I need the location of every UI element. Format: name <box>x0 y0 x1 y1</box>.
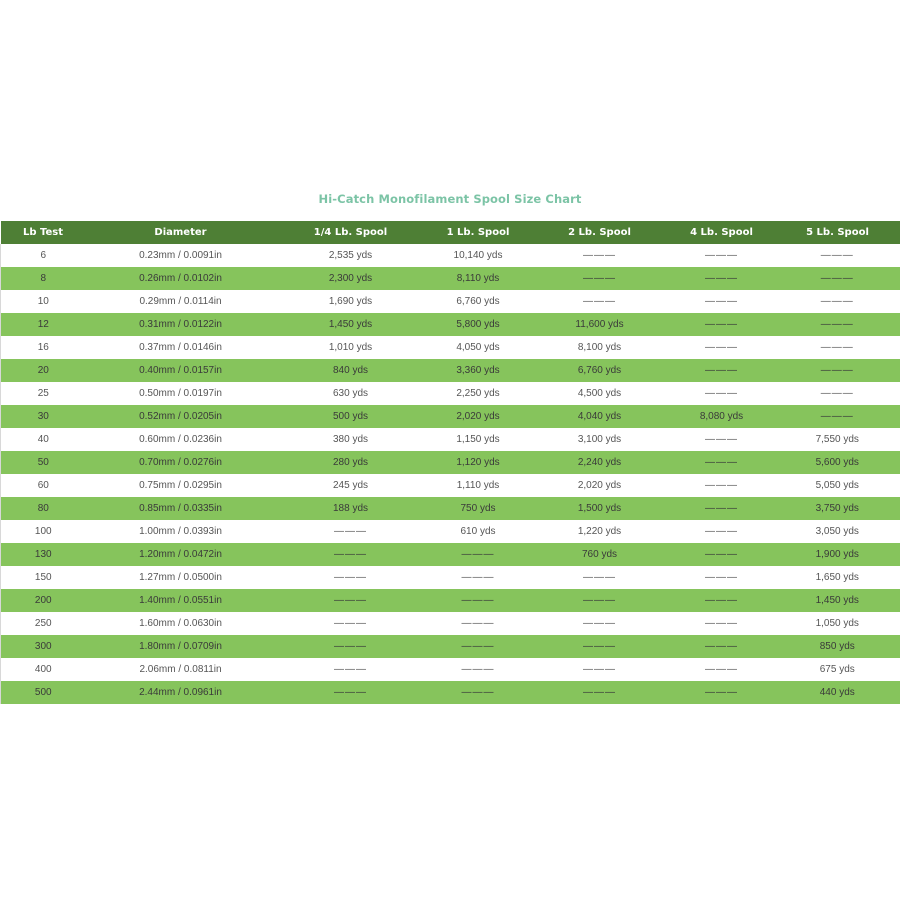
cell-2-lb-spool: ——— <box>531 658 669 681</box>
cell-2-lb-spool: 3,100 yds <box>531 428 669 451</box>
table-row <box>1 428 900 451</box>
cell-5-lb-spool: ——— <box>775 336 900 359</box>
cell-lb-test: 6 <box>1 244 86 267</box>
cell-quarter-lb-spool: 188 yds <box>276 497 426 520</box>
cell-lb-test: 400 <box>1 658 86 681</box>
cell-2-lb-spool: 2,240 yds <box>531 451 669 474</box>
cell-quarter-lb-spool: ——— <box>276 520 426 543</box>
cell-5-lb-spool: 1,900 yds <box>775 543 900 566</box>
cell-1-lb-spool: ——— <box>426 635 531 658</box>
cell-4-lb-spool: ——— <box>669 382 775 405</box>
cell-5-lb-spool: ——— <box>775 313 900 336</box>
table-row <box>1 681 900 704</box>
cell-2-lb-spool: ——— <box>531 290 669 313</box>
cell-2-lb-spool: ——— <box>531 635 669 658</box>
column-header-5-lb-spool: 5 Lb. Spool <box>775 221 900 244</box>
table-row <box>1 589 900 612</box>
cell-lb-test: 100 <box>1 520 86 543</box>
column-header-lb-test: Lb Test <box>1 221 86 244</box>
cell-lb-test: 300 <box>1 635 86 658</box>
cell-diameter: 2.44mm / 0.0961in <box>86 681 276 704</box>
cell-lb-test: 30 <box>1 405 86 428</box>
cell-1-lb-spool: ——— <box>426 681 531 704</box>
column-header-1-lb-spool: 1 Lb. Spool <box>426 221 531 244</box>
cell-2-lb-spool: ——— <box>531 566 669 589</box>
cell-5-lb-spool: 675 yds <box>775 658 900 681</box>
cell-4-lb-spool: ——— <box>669 359 775 382</box>
cell-quarter-lb-spool: ——— <box>276 612 426 635</box>
cell-quarter-lb-spool: 1,010 yds <box>276 336 426 359</box>
cell-4-lb-spool: ——— <box>669 543 775 566</box>
cell-1-lb-spool: 1,110 yds <box>426 474 531 497</box>
cell-diameter: 1.27mm / 0.0500in <box>86 566 276 589</box>
cell-4-lb-spool: ——— <box>669 336 775 359</box>
cell-quarter-lb-spool: ——— <box>276 589 426 612</box>
table-row <box>1 359 900 382</box>
cell-quarter-lb-spool: ——— <box>276 658 426 681</box>
cell-quarter-lb-spool: 2,535 yds <box>276 244 426 267</box>
cell-1-lb-spool: 4,050 yds <box>426 336 531 359</box>
cell-lb-test: 60 <box>1 474 86 497</box>
cell-5-lb-spool: 1,050 yds <box>775 612 900 635</box>
table-row <box>1 382 900 405</box>
cell-1-lb-spool: 10,140 yds <box>426 244 531 267</box>
cell-5-lb-spool: 1,450 yds <box>775 589 900 612</box>
cell-4-lb-spool: ——— <box>669 681 775 704</box>
cell-diameter: 0.26mm / 0.0102in <box>86 267 276 290</box>
cell-quarter-lb-spool: 500 yds <box>276 405 426 428</box>
cell-1-lb-spool: 5,800 yds <box>426 313 531 336</box>
cell-quarter-lb-spool: 380 yds <box>276 428 426 451</box>
table-row <box>1 474 900 497</box>
cell-2-lb-spool: 2,020 yds <box>531 474 669 497</box>
cell-4-lb-spool: ——— <box>669 244 775 267</box>
cell-lb-test: 16 <box>1 336 86 359</box>
table-header <box>1 221 900 244</box>
cell-5-lb-spool: ——— <box>775 244 900 267</box>
table-row <box>1 336 900 359</box>
cell-4-lb-spool: ——— <box>669 520 775 543</box>
cell-4-lb-spool: ——— <box>669 290 775 313</box>
cell-lb-test: 80 <box>1 497 86 520</box>
cell-diameter: 0.60mm / 0.0236in <box>86 428 276 451</box>
spool-size-table <box>0 221 900 704</box>
cell-5-lb-spool: 3,050 yds <box>775 520 900 543</box>
cell-1-lb-spool: 1,150 yds <box>426 428 531 451</box>
cell-quarter-lb-spool: 1,690 yds <box>276 290 426 313</box>
cell-5-lb-spool: ——— <box>775 359 900 382</box>
cell-diameter: 0.75mm / 0.0295in <box>86 474 276 497</box>
cell-2-lb-spool: 11,600 yds <box>531 313 669 336</box>
cell-lb-test: 50 <box>1 451 86 474</box>
cell-lb-test: 10 <box>1 290 86 313</box>
table-row <box>1 290 900 313</box>
header-row <box>1 221 900 244</box>
cell-1-lb-spool: ——— <box>426 612 531 635</box>
cell-quarter-lb-spool: ——— <box>276 566 426 589</box>
cell-2-lb-spool: 4,040 yds <box>531 405 669 428</box>
cell-5-lb-spool: 3,750 yds <box>775 497 900 520</box>
cell-quarter-lb-spool: 280 yds <box>276 451 426 474</box>
cell-5-lb-spool: 440 yds <box>775 681 900 704</box>
cell-1-lb-spool: 6,760 yds <box>426 290 531 313</box>
table-body <box>1 244 900 704</box>
cell-quarter-lb-spool: ——— <box>276 635 426 658</box>
cell-diameter: 0.37mm / 0.0146in <box>86 336 276 359</box>
cell-lb-test: 8 <box>1 267 86 290</box>
cell-2-lb-spool: ——— <box>531 589 669 612</box>
cell-1-lb-spool: 610 yds <box>426 520 531 543</box>
cell-4-lb-spool: ——— <box>669 658 775 681</box>
table-row <box>1 635 900 658</box>
cell-5-lb-spool: 1,650 yds <box>775 566 900 589</box>
cell-1-lb-spool: ——— <box>426 566 531 589</box>
cell-diameter: 0.23mm / 0.0091in <box>86 244 276 267</box>
table-row <box>1 405 900 428</box>
column-header-4-lb-spool: 4 Lb. Spool <box>669 221 775 244</box>
cell-quarter-lb-spool: 245 yds <box>276 474 426 497</box>
cell-2-lb-spool: ——— <box>531 267 669 290</box>
cell-1-lb-spool: ——— <box>426 543 531 566</box>
cell-lb-test: 25 <box>1 382 86 405</box>
cell-4-lb-spool: ——— <box>669 313 775 336</box>
cell-4-lb-spool: 8,080 yds <box>669 405 775 428</box>
cell-4-lb-spool: ——— <box>669 267 775 290</box>
cell-2-lb-spool: 1,220 yds <box>531 520 669 543</box>
table-row <box>1 244 900 267</box>
cell-diameter: 0.52mm / 0.0205in <box>86 405 276 428</box>
cell-lb-test: 500 <box>1 681 86 704</box>
cell-diameter: 0.50mm / 0.0197in <box>86 382 276 405</box>
cell-5-lb-spool: 5,050 yds <box>775 474 900 497</box>
cell-5-lb-spool: ——— <box>775 290 900 313</box>
cell-1-lb-spool: 2,020 yds <box>426 405 531 428</box>
cell-2-lb-spool: ——— <box>531 612 669 635</box>
cell-1-lb-spool: ——— <box>426 658 531 681</box>
cell-lb-test: 40 <box>1 428 86 451</box>
cell-quarter-lb-spool: 2,300 yds <box>276 267 426 290</box>
cell-4-lb-spool: ——— <box>669 451 775 474</box>
cell-diameter: 1.20mm / 0.0472in <box>86 543 276 566</box>
cell-lb-test: 20 <box>1 359 86 382</box>
cell-5-lb-spool: 5,600 yds <box>775 451 900 474</box>
cell-4-lb-spool: ——— <box>669 474 775 497</box>
cell-1-lb-spool: 1,120 yds <box>426 451 531 474</box>
cell-2-lb-spool: 4,500 yds <box>531 382 669 405</box>
cell-lb-test: 150 <box>1 566 86 589</box>
cell-2-lb-spool: 1,500 yds <box>531 497 669 520</box>
cell-diameter: 0.31mm / 0.0122in <box>86 313 276 336</box>
column-header-diameter: Diameter <box>86 221 276 244</box>
cell-1-lb-spool: 8,110 yds <box>426 267 531 290</box>
table-row <box>1 497 900 520</box>
cell-5-lb-spool: ——— <box>775 405 900 428</box>
table-row <box>1 543 900 566</box>
cell-1-lb-spool: 3,360 yds <box>426 359 531 382</box>
cell-lb-test: 130 <box>1 543 86 566</box>
cell-diameter: 2.06mm / 0.0811in <box>86 658 276 681</box>
cell-quarter-lb-spool: 840 yds <box>276 359 426 382</box>
cell-diameter: 0.85mm / 0.0335in <box>86 497 276 520</box>
cell-diameter: 1.00mm / 0.0393in <box>86 520 276 543</box>
cell-2-lb-spool: 6,760 yds <box>531 359 669 382</box>
cell-lb-test: 250 <box>1 612 86 635</box>
cell-quarter-lb-spool: 1,450 yds <box>276 313 426 336</box>
column-header-2-lb-spool: 2 Lb. Spool <box>531 221 669 244</box>
cell-diameter: 0.40mm / 0.0157in <box>86 359 276 382</box>
chart-title: Hi-Catch Monofilament Spool Size Chart <box>318 192 582 206</box>
table-row <box>1 451 900 474</box>
cell-quarter-lb-spool: ——— <box>276 681 426 704</box>
cell-5-lb-spool: 850 yds <box>775 635 900 658</box>
table-row <box>1 520 900 543</box>
table-row <box>1 313 900 336</box>
cell-diameter: 1.60mm / 0.0630in <box>86 612 276 635</box>
cell-5-lb-spool: ——— <box>775 267 900 290</box>
table-row <box>1 267 900 290</box>
cell-lb-test: 200 <box>1 589 86 612</box>
cell-diameter: 0.70mm / 0.0276in <box>86 451 276 474</box>
cell-4-lb-spool: ——— <box>669 566 775 589</box>
cell-quarter-lb-spool: 630 yds <box>276 382 426 405</box>
cell-2-lb-spool: ——— <box>531 681 669 704</box>
cell-2-lb-spool: 8,100 yds <box>531 336 669 359</box>
cell-1-lb-spool: 750 yds <box>426 497 531 520</box>
table-row <box>1 566 900 589</box>
column-header-quarter-lb-spool: 1/4 Lb. Spool <box>276 221 426 244</box>
cell-4-lb-spool: ——— <box>669 589 775 612</box>
cell-diameter: 0.29mm / 0.0114in <box>86 290 276 313</box>
table-row <box>1 612 900 635</box>
cell-diameter: 1.80mm / 0.0709in <box>86 635 276 658</box>
cell-2-lb-spool: 760 yds <box>531 543 669 566</box>
cell-diameter: 1.40mm / 0.0551in <box>86 589 276 612</box>
cell-5-lb-spool: 7,550 yds <box>775 428 900 451</box>
cell-lb-test: 12 <box>1 313 86 336</box>
table-row <box>1 658 900 681</box>
cell-4-lb-spool: ——— <box>669 497 775 520</box>
cell-1-lb-spool: ——— <box>426 589 531 612</box>
cell-4-lb-spool: ——— <box>669 635 775 658</box>
cell-4-lb-spool: ——— <box>669 612 775 635</box>
cell-quarter-lb-spool: ——— <box>276 543 426 566</box>
cell-2-lb-spool: ——— <box>531 244 669 267</box>
cell-5-lb-spool: ——— <box>775 382 900 405</box>
cell-4-lb-spool: ——— <box>669 428 775 451</box>
cell-1-lb-spool: 2,250 yds <box>426 382 531 405</box>
